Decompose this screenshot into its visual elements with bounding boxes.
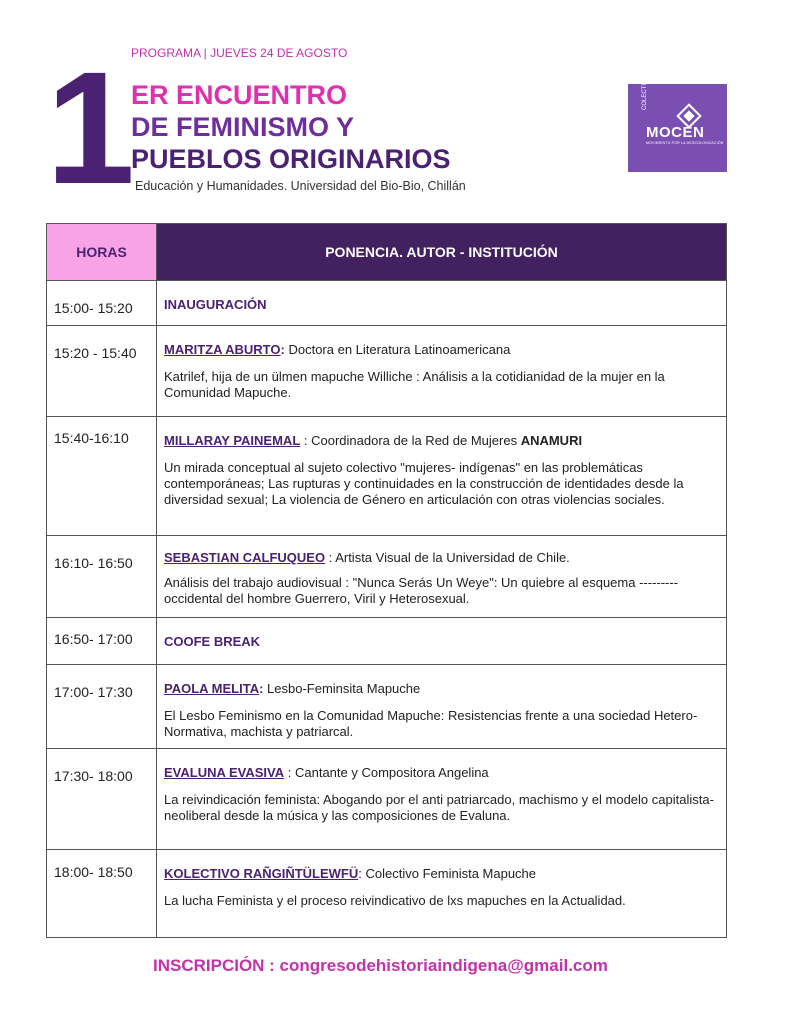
speaker-sep: : — [300, 433, 308, 448]
time-cell: 15:40-16:10 — [47, 417, 157, 536]
table-row — [47, 665, 727, 749]
table-row — [47, 417, 727, 536]
table-row — [47, 326, 727, 417]
speaker-name: EVALUNA EVASIVA — [164, 765, 285, 780]
table-row — [47, 536, 727, 618]
talk-cell — [157, 850, 727, 938]
program-date: PROGRAMA | JUEVES 24 DE AGOSTO — [131, 46, 348, 60]
time-cell: 17:00- 17:30 — [47, 665, 157, 749]
speaker-sep: : — [280, 342, 285, 357]
talk-description: Katrilef, hija de un ülmen mapuche Williche : Análisis a la cotidianidad de la mujer en la Comunidad Mapuche. — [164, 369, 665, 400]
speaker-sep: : — [325, 550, 333, 565]
time-cell: 16:10- 16:50 — [47, 536, 157, 618]
subtitle: Educación y Humanidades. Universidad del Bio-Bio, Chillán — [135, 179, 466, 193]
time-cell: 15:20 - 15:40 — [47, 326, 157, 417]
talk-cell — [157, 618, 727, 665]
schedule-table — [46, 223, 727, 938]
talk-description: Análisis del trabajo audiovisual : "Nunca Serás Un Weye": Un quiebre al esquema --------- occidental del hombre Guerrero, Viril y Heterosexual. — [164, 575, 679, 606]
time-cell: 15:00- 15:20 — [47, 281, 157, 326]
talk-description: La reivindicación feminista: Abogando por el anti patriarcado, machismo y el modelo capitalista- neoliberal desde la música y las composiciones de Evaluna. — [164, 792, 714, 823]
column-header-talk: PONENCIA. AUTOR - INSTITUCIÓN — [157, 224, 727, 281]
speaker-name: KOLECTIVO RAÑGIÑTÜLEWFÜ — [164, 866, 359, 881]
big-number-one: 1 — [46, 38, 129, 217]
speaker-name: MARITZA ABURTO — [164, 342, 281, 357]
talk-description: El Lesbo Feminismo en la Comunidad Mapuche: Resistencias frente a una sociedad Hetero-Normativa, machista y patriarcal. — [164, 708, 698, 739]
speaker-role: Lesbo-Feminsita Mapuche — [263, 681, 421, 696]
speaker-name: MILLARAY PAINEMAL — [164, 433, 301, 448]
speaker-role: Colectivo Feminista Mapuche — [361, 866, 537, 881]
talk-cell — [157, 749, 727, 850]
speaker-role: Coordinadora de la Red de Mujeres — [307, 433, 521, 448]
speaker-name: PAOLA MELITA — [164, 681, 260, 696]
logo-small-text: COLECTIVO — [642, 75, 648, 110]
talk-description: La lucha Feminista y el proceso reivindicativo de lxs mapuches en la Actualidad. — [164, 893, 626, 908]
title-line-2: DE FEMINISMO Y — [131, 112, 355, 142]
speaker-sep: : — [358, 866, 362, 881]
logo-word: MOCEN — [646, 124, 705, 141]
speaker-role: Doctora en Literatura Latinoamericana — [284, 342, 511, 357]
registration-email: INSCRIPCIÓN : congresodehistoriaindigena@gmail.com — [153, 956, 608, 975]
time-cell: 17:30- 18:00 — [47, 749, 157, 850]
logo-tagline: MOVIMIENTO POR LA DESCOLONIZACIÓN — [646, 141, 724, 145]
table-row — [47, 281, 727, 326]
talk-cell — [157, 281, 727, 326]
speaker-org: ANAMURI — [520, 433, 583, 448]
title-line-3: PUEBLOS ORIGINARIOS — [131, 144, 451, 174]
table-row — [47, 749, 727, 850]
speaker-role: Artista Visual de la Universidad de Chile. — [332, 550, 570, 565]
talk-cell — [157, 326, 727, 417]
talk-cell — [157, 417, 727, 536]
speaker-name: SEBASTIAN CALFUQUEO — [164, 550, 326, 565]
column-header-time: HORAS — [47, 224, 157, 281]
table-header-row — [47, 224, 727, 281]
row-title: COOFE BREAK — [164, 634, 261, 649]
time-cell: 16:50- 17:00 — [47, 618, 157, 665]
row-title: INAUGURACIÓN — [164, 297, 267, 312]
title-line-1: ER ENCUENTRO — [131, 80, 348, 110]
speaker-role: : Cantante y Compositora Angelina — [284, 765, 489, 780]
mocen-logo — [628, 75, 727, 172]
table-row — [47, 618, 727, 665]
speaker-sep: : — [259, 681, 264, 696]
time-cell: 18:00- 18:50 — [47, 850, 157, 938]
talk-cell — [157, 665, 727, 749]
talk-description: Un mirada conceptual al sujeto colectivo "mujeres- indígenas" en las problemáticas contemporáneas; Las rupturas y continuidades en la construcción de identidades desde la diversidad sexual; La violencia de Género en articulación con otras violencias sociales. — [164, 460, 684, 507]
talk-cell — [157, 536, 727, 618]
table-row — [47, 850, 727, 938]
